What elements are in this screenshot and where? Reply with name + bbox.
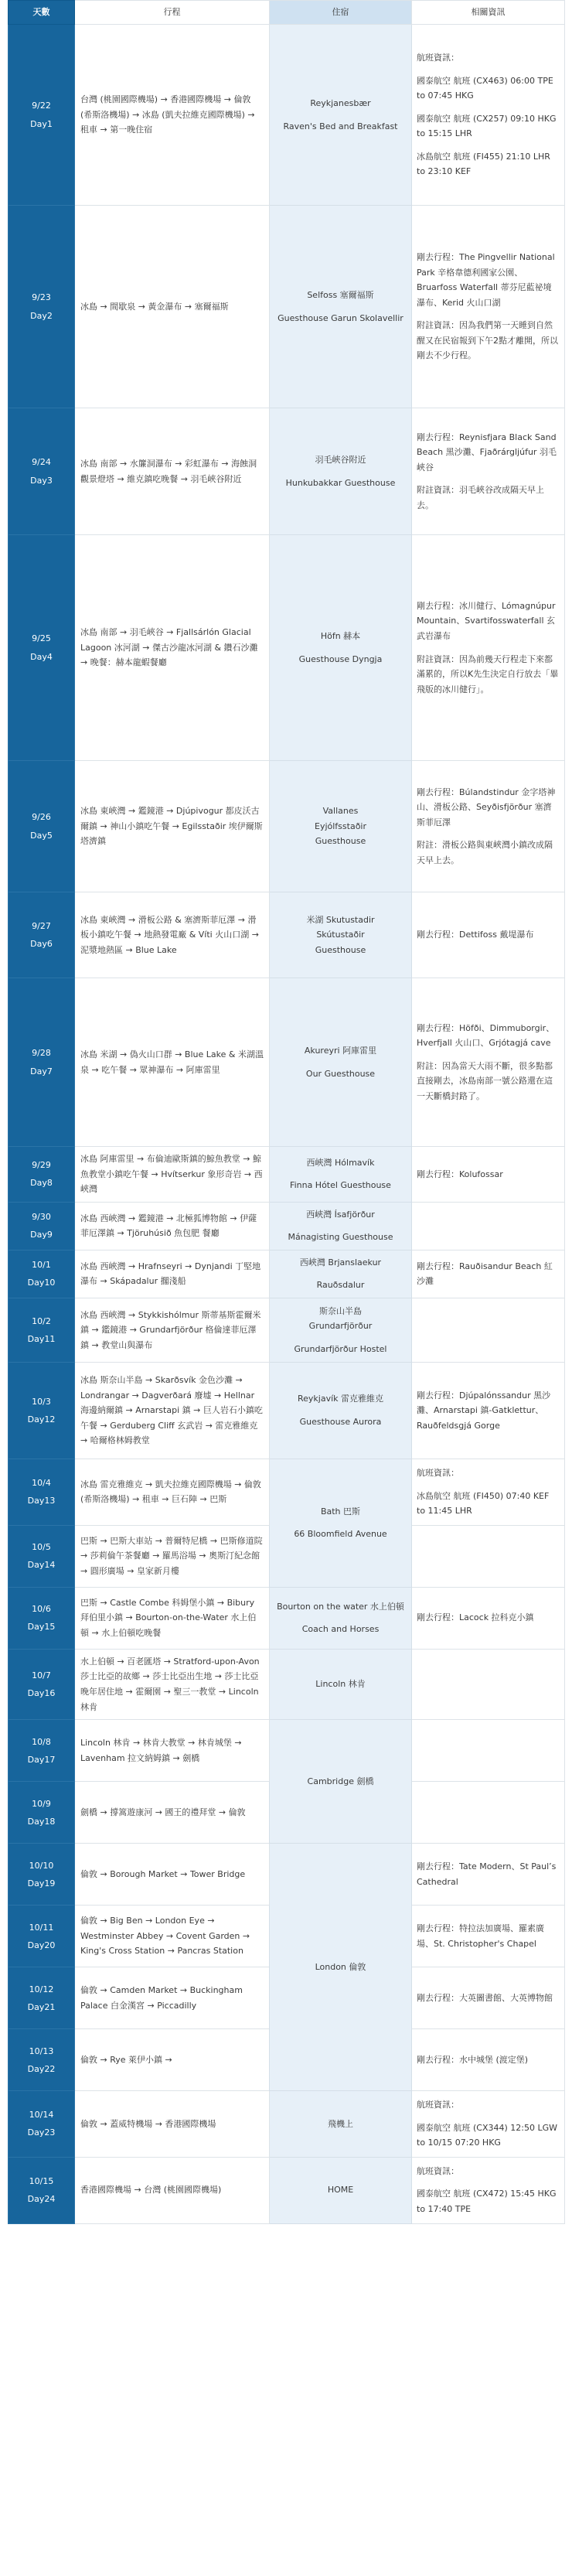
accommodation-cell	[270, 206, 412, 408]
day-number: Day5	[30, 830, 53, 841]
accommodation-line: 羽毛峽谷附近	[315, 454, 366, 465]
info-line: 附註資訊：因為前幾天行程走下來都滿累的，所以K先生決定自行放去「畢飛版的冰川健行」。	[417, 653, 559, 694]
accommodation-line: 斯奈山半島	[319, 1305, 362, 1316]
day-cell	[9, 1525, 75, 1587]
info-cell	[412, 1147, 565, 1203]
table-row	[9, 1202, 565, 1250]
day-number: Day18	[27, 1816, 56, 1827]
accommodation-spacer	[274, 111, 407, 119]
accommodation-spacer	[274, 644, 407, 652]
itinerary-cell: 倫敦 → Rye 萊伊小鎮 →	[75, 2029, 270, 2091]
day-date: 10/2	[32, 1315, 51, 1326]
itinerary-cell: 冰島 南部 → 水簾洞瀑布 → 彩虹瀑布 → 海蝕洞觀景燈塔 → 維克鎮吃晚餐 → 羽毛峽谷附近	[75, 408, 270, 535]
day-number: Day11	[27, 1334, 56, 1345]
info-line: 附註資訊：羽毛峽谷改成隔天早上去。	[417, 485, 544, 510]
day-cell	[9, 1587, 75, 1649]
accommodation-spacer	[274, 303, 407, 311]
accommodation-cell	[270, 2157, 412, 2223]
day-cell	[9, 761, 75, 892]
table-row	[9, 978, 565, 1147]
accommodation-line: Reykjavík 雷克雅維克	[297, 1394, 384, 1404]
day-number: Day15	[27, 1622, 56, 1633]
accommodation-line: 飛機上	[328, 2118, 353, 2129]
itinerary-cell: 冰島 東峽灣 → 滑板公路 & 塞濟斯菲厄澤 → 滑板小鎮吃午餐 → 地熱發電廠 & Víti 火山口湖 → 泥漿地熱區 → Blue Lake	[75, 892, 270, 978]
table-row	[9, 1649, 565, 1719]
day-date: 10/15	[29, 2176, 54, 2187]
accommodation-line: 西峽灣 Brjanslaekur	[299, 1257, 382, 1268]
accommodation-line: Guesthouse Garun Skolavellir	[277, 312, 403, 323]
info-line: 剛去行程：Lacock 拉科克小鎮	[417, 1612, 534, 1623]
info-line: 國泰航空 航班 (CX472) 15:45 HKG to 17:40 TPE	[417, 2189, 557, 2214]
info-line: 剛去行程：Tate Modern、St Paul’s Cathedral	[417, 1861, 557, 1887]
info-cell	[412, 1587, 565, 1649]
accommodation-cell	[270, 1147, 412, 1203]
accommodation-cell	[270, 535, 412, 761]
accommodation-cell	[270, 25, 412, 206]
info-cell	[412, 978, 565, 1147]
table-row	[9, 206, 565, 408]
table-row	[9, 1363, 565, 1459]
itinerary-cell: 香港國際機場 → 台灣 (桃園國際機場)	[75, 2157, 270, 2223]
info-cell	[412, 2091, 565, 2158]
day-number: Day3	[30, 475, 53, 486]
accommodation-line: Rauðsdalur	[316, 1280, 365, 1291]
accommodation-line: Coach and Horses	[301, 1624, 380, 1635]
day-date: 9/28	[32, 1048, 51, 1059]
day-number: Day9	[30, 1230, 53, 1240]
accommodation-cell	[270, 1844, 412, 2091]
accommodation-cell	[270, 1720, 412, 1844]
accommodation-spacer	[274, 468, 407, 476]
day-number: Day24	[27, 2194, 56, 2205]
itinerary-cell: 冰島 阿庫雷里 → 布倫迪歐斯鎮的鯨魚教堂 → 鯨魚教堂小鎮吃午餐 → Hvítserkur 象形奇岩 → 西峽灣	[75, 1147, 270, 1203]
header-info: 相關資訊	[412, 1, 565, 25]
day-cell	[9, 2091, 75, 2158]
itinerary-table-container	[8, 0, 564, 2224]
accommodation-spacer	[274, 1614, 407, 1622]
day-cell	[9, 408, 75, 535]
itinerary-cell: 冰島 東峽灣 → 鑑鏡港 → Djúpivogur 都皮沃古爾鎮 → 神山小鎮吃午餐 → Egilsstaðir 埃伊爾斯塔濟鎮	[75, 761, 270, 892]
info-cell	[412, 1363, 565, 1459]
day-date: 10/9	[32, 1798, 51, 1809]
info-line: 附註：因為當天大雨不斷，很多點都直接剛去，冰島南部一號公路還在這一天斷橋封路了。	[417, 1060, 553, 1101]
accommodation-line: Bath 巴斯	[320, 1506, 361, 1517]
day-cell	[9, 535, 75, 761]
info-line: 航班資訊：	[417, 2165, 459, 2176]
accommodation-spacer	[274, 1222, 407, 1230]
info-cell	[412, 1967, 565, 2029]
info-cell	[412, 1844, 565, 1906]
accommodation-line: HOME	[327, 2185, 354, 2196]
accommodation-line: Lincoln 林肯	[315, 1679, 366, 1690]
info-cell	[412, 1459, 565, 1526]
itinerary-cell: 倫敦 → 蓋威特機場 → 香港國際機場	[75, 2091, 270, 2158]
header-itinerary: 行程	[75, 1, 270, 25]
info-cell	[412, 1202, 565, 1250]
day-date: 10/6	[32, 1604, 51, 1615]
day-number: Day6	[30, 939, 53, 949]
info-line: 剛去行程：Reynisfjara Black Sand Beach 黑沙灘、Fjaðrárgljúfur 羽毛峽谷	[417, 432, 557, 473]
info-line: 附註：滑板公路與東峽灣小鎮改成隔天早上去。	[417, 840, 553, 865]
table-header-row	[9, 1, 565, 25]
accommodation-line: Höfn 赫本	[320, 630, 361, 641]
itinerary-cell: 劍橋 → 撐篙遊康河 → 國王的禮拜堂 → 倫敦	[75, 1782, 270, 1844]
table-row	[9, 1250, 565, 1298]
info-cell	[412, 2157, 565, 2223]
itinerary-cell: 冰島 西峽灣 → 鑑鏡港 → 北極狐博物館 → 伊薩菲厄澤鎮 → Tjöruhúsið 魚包肥 餐廳	[75, 1202, 270, 1250]
info-cell	[412, 2029, 565, 2091]
day-date: 10/4	[32, 1478, 51, 1489]
day-cell	[9, 1782, 75, 1844]
info-line: 冰島航空 航班 (FI450) 07:40 KEF to 11:45 LHR	[417, 1490, 550, 1517]
info-line: 國泰航空 航班 (CX257) 09:10 HKG to 15:15 LHR	[417, 113, 557, 139]
itinerary-cell: 水上伯頓 → 百老匯塔 → Stratford-upon-Avon 莎士比亞的故鄉 → 莎士比亞出生地 → 莎士比亞晚年居住地 → 霍爾園 → 聖三一教堂 → Lincoln 林肯	[75, 1649, 270, 1719]
itinerary-cell: 冰島 雷克雅維克 → 凱夫拉維克國際機場 → 倫敦 (希斯洛機場) → 租車 → 巨石陣 → 巴斯	[75, 1459, 270, 1526]
table-row	[9, 892, 565, 978]
accommodation-line: Raven's Bed and Breakfast	[283, 121, 398, 131]
info-cell	[412, 1298, 565, 1363]
header-accommodation: 住宿	[270, 1, 412, 25]
day-number: Day19	[27, 1878, 56, 1888]
accommodation-line: Guesthouse Dyngja	[298, 653, 383, 664]
day-number: Day7	[30, 1066, 53, 1076]
accommodation-line: Skútustaðir	[316, 930, 365, 940]
day-number: Day16	[27, 1687, 56, 1698]
accommodation-line: Grundarfjörður Hostel	[294, 1343, 387, 1354]
itinerary-cell: 巴斯 → 巴斯大車站 → 普爾特尼橋 → 巴斯修道院 → 莎莉倫午茶餐廳 → 羅馬浴場 → 奧斯汀紀念館 → 圓形廣場 → 皇家新月樓	[75, 1525, 270, 1587]
info-line: 剛去行程：冰川健行、Lómagnúpur Mountain、Svartifosswaterfall 玄武岩瀑布	[417, 600, 556, 641]
accommodation-spacer	[274, 1059, 407, 1066]
day-date: 10/7	[32, 1670, 51, 1680]
day-number: Day8	[30, 1178, 53, 1189]
day-number: Day10	[27, 1278, 56, 1288]
accommodation-line: 西峽灣 Ísafjörður	[306, 1209, 375, 1220]
day-date: 9/29	[32, 1160, 51, 1171]
day-number: Day17	[27, 1754, 56, 1765]
table-row	[9, 1459, 565, 1526]
accommodation-cell	[270, 1363, 412, 1459]
itinerary-cell: 倫敦 → Big Ben → London Eye → Westminster Abbey → Covent Garden → King's Cross Station → Pancras Station	[75, 1906, 270, 1967]
day-cell	[9, 1649, 75, 1719]
itinerary-cell: 冰島 南部 → 羽毛峽谷 → Fjallsárlón Glacial Lagoon 冰河湖 → 傑古沙龍冰河湖 & 鑽石沙灘 → 晚餐：赫本龍蝦餐廳	[75, 535, 270, 761]
itinerary-cell: 冰島 西峽灣 → Stykkishólmur 斯蒂基斯霍爾米鎮 → 鑑鏡港 → Grundarfjörður 格倫達菲厄澤鎮 → 教堂山與瀑布	[75, 1298, 270, 1363]
day-cell	[9, 1967, 75, 2029]
day-date: 10/10	[29, 1860, 54, 1871]
accommodation-cell	[270, 761, 412, 892]
day-date: 10/3	[32, 1396, 51, 1407]
day-date: 10/8	[32, 1736, 51, 1747]
info-line: 剛去行程：Höfði、Dimmuborgir、Hverfjall 火山口、Grjótagjá cave	[417, 1022, 555, 1049]
accommodation-line: Eyjólfsstaðir	[315, 821, 366, 831]
header-day: 天數	[9, 1, 75, 25]
info-cell	[412, 1720, 565, 1782]
itinerary-cell: 冰島 西峽灣 → Hrafnseyri → Dynjandi 丁堅地瀑布 → Skápadalur 擱淺船	[75, 1250, 270, 1298]
itinerary-cell: Lincoln 林肯 → 林肯大教堂 → 林肯城堡 → Lavenham 拉文納姆鎮 → 劍橋	[75, 1720, 270, 1782]
info-cell	[412, 206, 565, 408]
day-date: 9/24	[32, 457, 51, 468]
day-number: Day13	[27, 1496, 56, 1506]
accommodation-cell	[270, 978, 412, 1147]
day-date: 9/26	[32, 812, 51, 823]
accommodation-cell	[270, 892, 412, 978]
day-date: 9/23	[32, 292, 51, 303]
table-row	[9, 25, 565, 206]
day-cell	[9, 1250, 75, 1298]
day-number: Day23	[27, 2127, 56, 2138]
info-line: 剛去行程：Rauðisandur Beach 紅沙灘	[417, 1261, 553, 1287]
info-line: 附註資訊：因為我們第一天睡到自然醒又在民宿報到下午2點才離開，所以剛去不少行程。	[417, 320, 558, 361]
day-date: 9/25	[32, 633, 51, 644]
day-number: Day22	[27, 2063, 56, 2074]
accommodation-cell	[270, 1459, 412, 1588]
accommodation-cell	[270, 1587, 412, 1649]
itinerary-table	[8, 0, 565, 2224]
info-cell	[412, 1250, 565, 1298]
accommodation-line: Mánagisting Guesthouse	[288, 1232, 393, 1243]
info-cell	[412, 1649, 565, 1719]
table-row	[9, 1844, 565, 1906]
day-number: Day1	[30, 118, 53, 129]
info-cell	[412, 25, 565, 206]
day-cell	[9, 25, 75, 206]
day-number: Day14	[27, 1560, 56, 1571]
table-row	[9, 535, 565, 761]
table-row	[9, 1298, 565, 1363]
day-date: 9/30	[32, 1212, 51, 1223]
accommodation-line: Guesthouse Aurora	[299, 1417, 382, 1428]
accommodation-line: Guesthouse	[315, 944, 366, 955]
day-cell	[9, 1720, 75, 1782]
accommodation-spacer	[274, 1270, 407, 1278]
itinerary-cell: 巴斯 → Castle Combe 科姆堡小鎮 → Bibury 拜伯里小鎮 → Bourton-on-the-Water 水上伯頓 → 水上伯頓吃晚餐	[75, 1587, 270, 1649]
accommodation-cell	[270, 408, 412, 535]
accommodation-spacer	[274, 1170, 407, 1178]
day-cell	[9, 206, 75, 408]
accommodation-line: Our Guesthouse	[305, 1068, 376, 1079]
accommodation-line: 米湖 Skutustadir	[306, 914, 375, 925]
accommodation-cell	[270, 1250, 412, 1298]
day-number: Day2	[30, 310, 53, 321]
itinerary-cell: 台灣 (桃園國際機場) → 香港國際機場 → 倫敦 (希斯洛機場) → 冰島 (凱夫拉維克國際機場) → 租車 → 第一晚住宿	[75, 25, 270, 206]
itinerary-cell: 倫敦 → Camden Market → Buckingham Palace 白金漢宮 → Piccadilly	[75, 1967, 270, 2029]
accommodation-cell	[270, 1649, 412, 1719]
day-number: Day12	[27, 1414, 56, 1425]
table-row	[9, 1720, 565, 1782]
itinerary-cell: 冰島 斯奈山半島 → Skarðsvík 金色沙灘 → Londrangar → Dagverðará 廢墟 → Hellnar 海邊納爾鎮 → Arnarstapi 鎮 → 巨人岩石小鎮吃午餐 → Gerduberg Cliff 玄武岩 → 雷克雅維克 → 哈爾格林姆教堂	[75, 1363, 270, 1459]
accommodation-cell	[270, 2091, 412, 2158]
day-cell	[9, 1459, 75, 1526]
info-cell	[412, 892, 565, 978]
accommodation-line: Akureyri 阿庫雷里	[304, 1045, 377, 1056]
info-line: 剛去行程：Dettifoss 戴堤瀑布	[417, 930, 534, 940]
day-cell	[9, 1844, 75, 1906]
day-date: 9/27	[32, 920, 51, 931]
info-line: 國泰航空 航班 (CX344) 12:50 LGW to 10/15 07:20 HKG	[417, 2122, 558, 2148]
day-cell	[9, 1202, 75, 1250]
day-number: Day21	[27, 2001, 56, 2012]
accommodation-cell	[270, 1298, 412, 1363]
day-date: 10/12	[29, 1984, 54, 1994]
day-date: 10/5	[32, 1542, 51, 1553]
accommodation-line: Reykjanesbær	[310, 97, 371, 108]
accommodation-spacer	[274, 1519, 407, 1527]
day-date: 10/14	[29, 2110, 54, 2121]
info-line: 航班資訊：	[417, 2100, 459, 2110]
info-line: 剛去行程：Búlandstindur 金字塔神山、滑板公路、Seyðisfjörður 塞濟斯菲厄澤	[417, 786, 556, 827]
info-line: 剛去行程：大英圖書館、大英博物館	[417, 1992, 553, 2003]
accommodation-line: Vallanes	[322, 806, 359, 817]
day-number: Day20	[27, 1940, 56, 1950]
day-date: 10/13	[29, 2045, 54, 2056]
day-cell	[9, 1363, 75, 1459]
day-cell	[9, 978, 75, 1147]
info-cell	[412, 1525, 565, 1587]
info-line: 國泰航空 航班 (CX463) 06:00 TPE to 07:45 HKG	[417, 75, 553, 101]
table-row	[9, 408, 565, 535]
info-line: 剛去行程：特拉法加廣場、羅素廣場、St. Christopher's Chapel	[417, 1923, 544, 1949]
info-line: 剛去行程：The Pingvellir National Park 辛格韋德利國家公園、 Bruarfoss Waterfall 蒂芬尼藍祕境瀑布、Kerid 火山口湖	[417, 251, 555, 308]
day-cell	[9, 892, 75, 978]
table-row	[9, 761, 565, 892]
day-cell	[9, 1298, 75, 1363]
day-date: 10/11	[29, 1922, 54, 1933]
info-cell	[412, 761, 565, 892]
table-row	[9, 1587, 565, 1649]
accommodation-line: Finna Hótel Guesthouse	[290, 1180, 391, 1191]
info-line: 剛去行程：Djúpalónssandur 黑沙灘、Arnarstapi 鎮-Gatklettur、Rauðfeldsgjá Gorge	[417, 1390, 551, 1431]
accommodation-line	[274, 1334, 407, 1342]
itinerary-cell: 冰島 米湖 → 偽火山口群 → Blue Lake & 米湖溫泉 → 吃午餐 → 眾神瀑布 → 阿庫雷里	[75, 978, 270, 1147]
accommodation-line: Bourton on the water 水上伯頓	[277, 1601, 404, 1612]
info-cell	[412, 1906, 565, 1967]
accommodation-line: 西峽灣 Hólmavík	[306, 1157, 375, 1168]
info-line: 航班資訊：	[417, 1468, 459, 1479]
accommodation-line: 66 Bloomfield Avenue	[294, 1529, 387, 1540]
accommodation-spacer	[274, 1407, 407, 1414]
accommodation-cell	[270, 1202, 412, 1250]
accommodation-line: Guesthouse	[315, 836, 366, 847]
day-cell	[9, 2157, 75, 2223]
table-row	[9, 2157, 565, 2223]
day-date: 9/22	[32, 101, 51, 111]
accommodation-line: Hunkubakkar Guesthouse	[285, 477, 396, 488]
table-row	[9, 1147, 565, 1203]
day-date: 10/1	[32, 1260, 51, 1271]
day-cell	[9, 2029, 75, 2091]
accommodation-line: London 倫敦	[315, 1961, 366, 1972]
info-cell	[412, 408, 565, 535]
accommodation-line: Cambridge 劍橋	[307, 1776, 374, 1786]
info-cell	[412, 1782, 565, 1844]
info-line: 剛去行程：Kolufossar	[417, 1169, 503, 1179]
accommodation-line: Selfoss 塞爾福斯	[307, 289, 374, 300]
table-row	[9, 2091, 565, 2158]
info-line: 冰島航空 航班 (FI455) 21:10 LHR to 23:10 KEF	[417, 151, 550, 177]
itinerary-cell: 倫敦 → Borough Market → Tower Bridge	[75, 1844, 270, 1906]
info-line: 航班資訊：	[417, 52, 459, 63]
day-cell	[9, 1147, 75, 1203]
day-number: Day4	[30, 651, 53, 662]
day-cell	[9, 1906, 75, 1967]
info-line: 剛去行程：水中城堡 (渡定堡)	[417, 2054, 529, 2065]
itinerary-cell: 冰島 → 間歇泉 → 黃金瀑布 → 塞爾福斯	[75, 206, 270, 408]
accommodation-line: Grundarfjörður	[308, 1321, 373, 1332]
info-cell	[412, 535, 565, 761]
